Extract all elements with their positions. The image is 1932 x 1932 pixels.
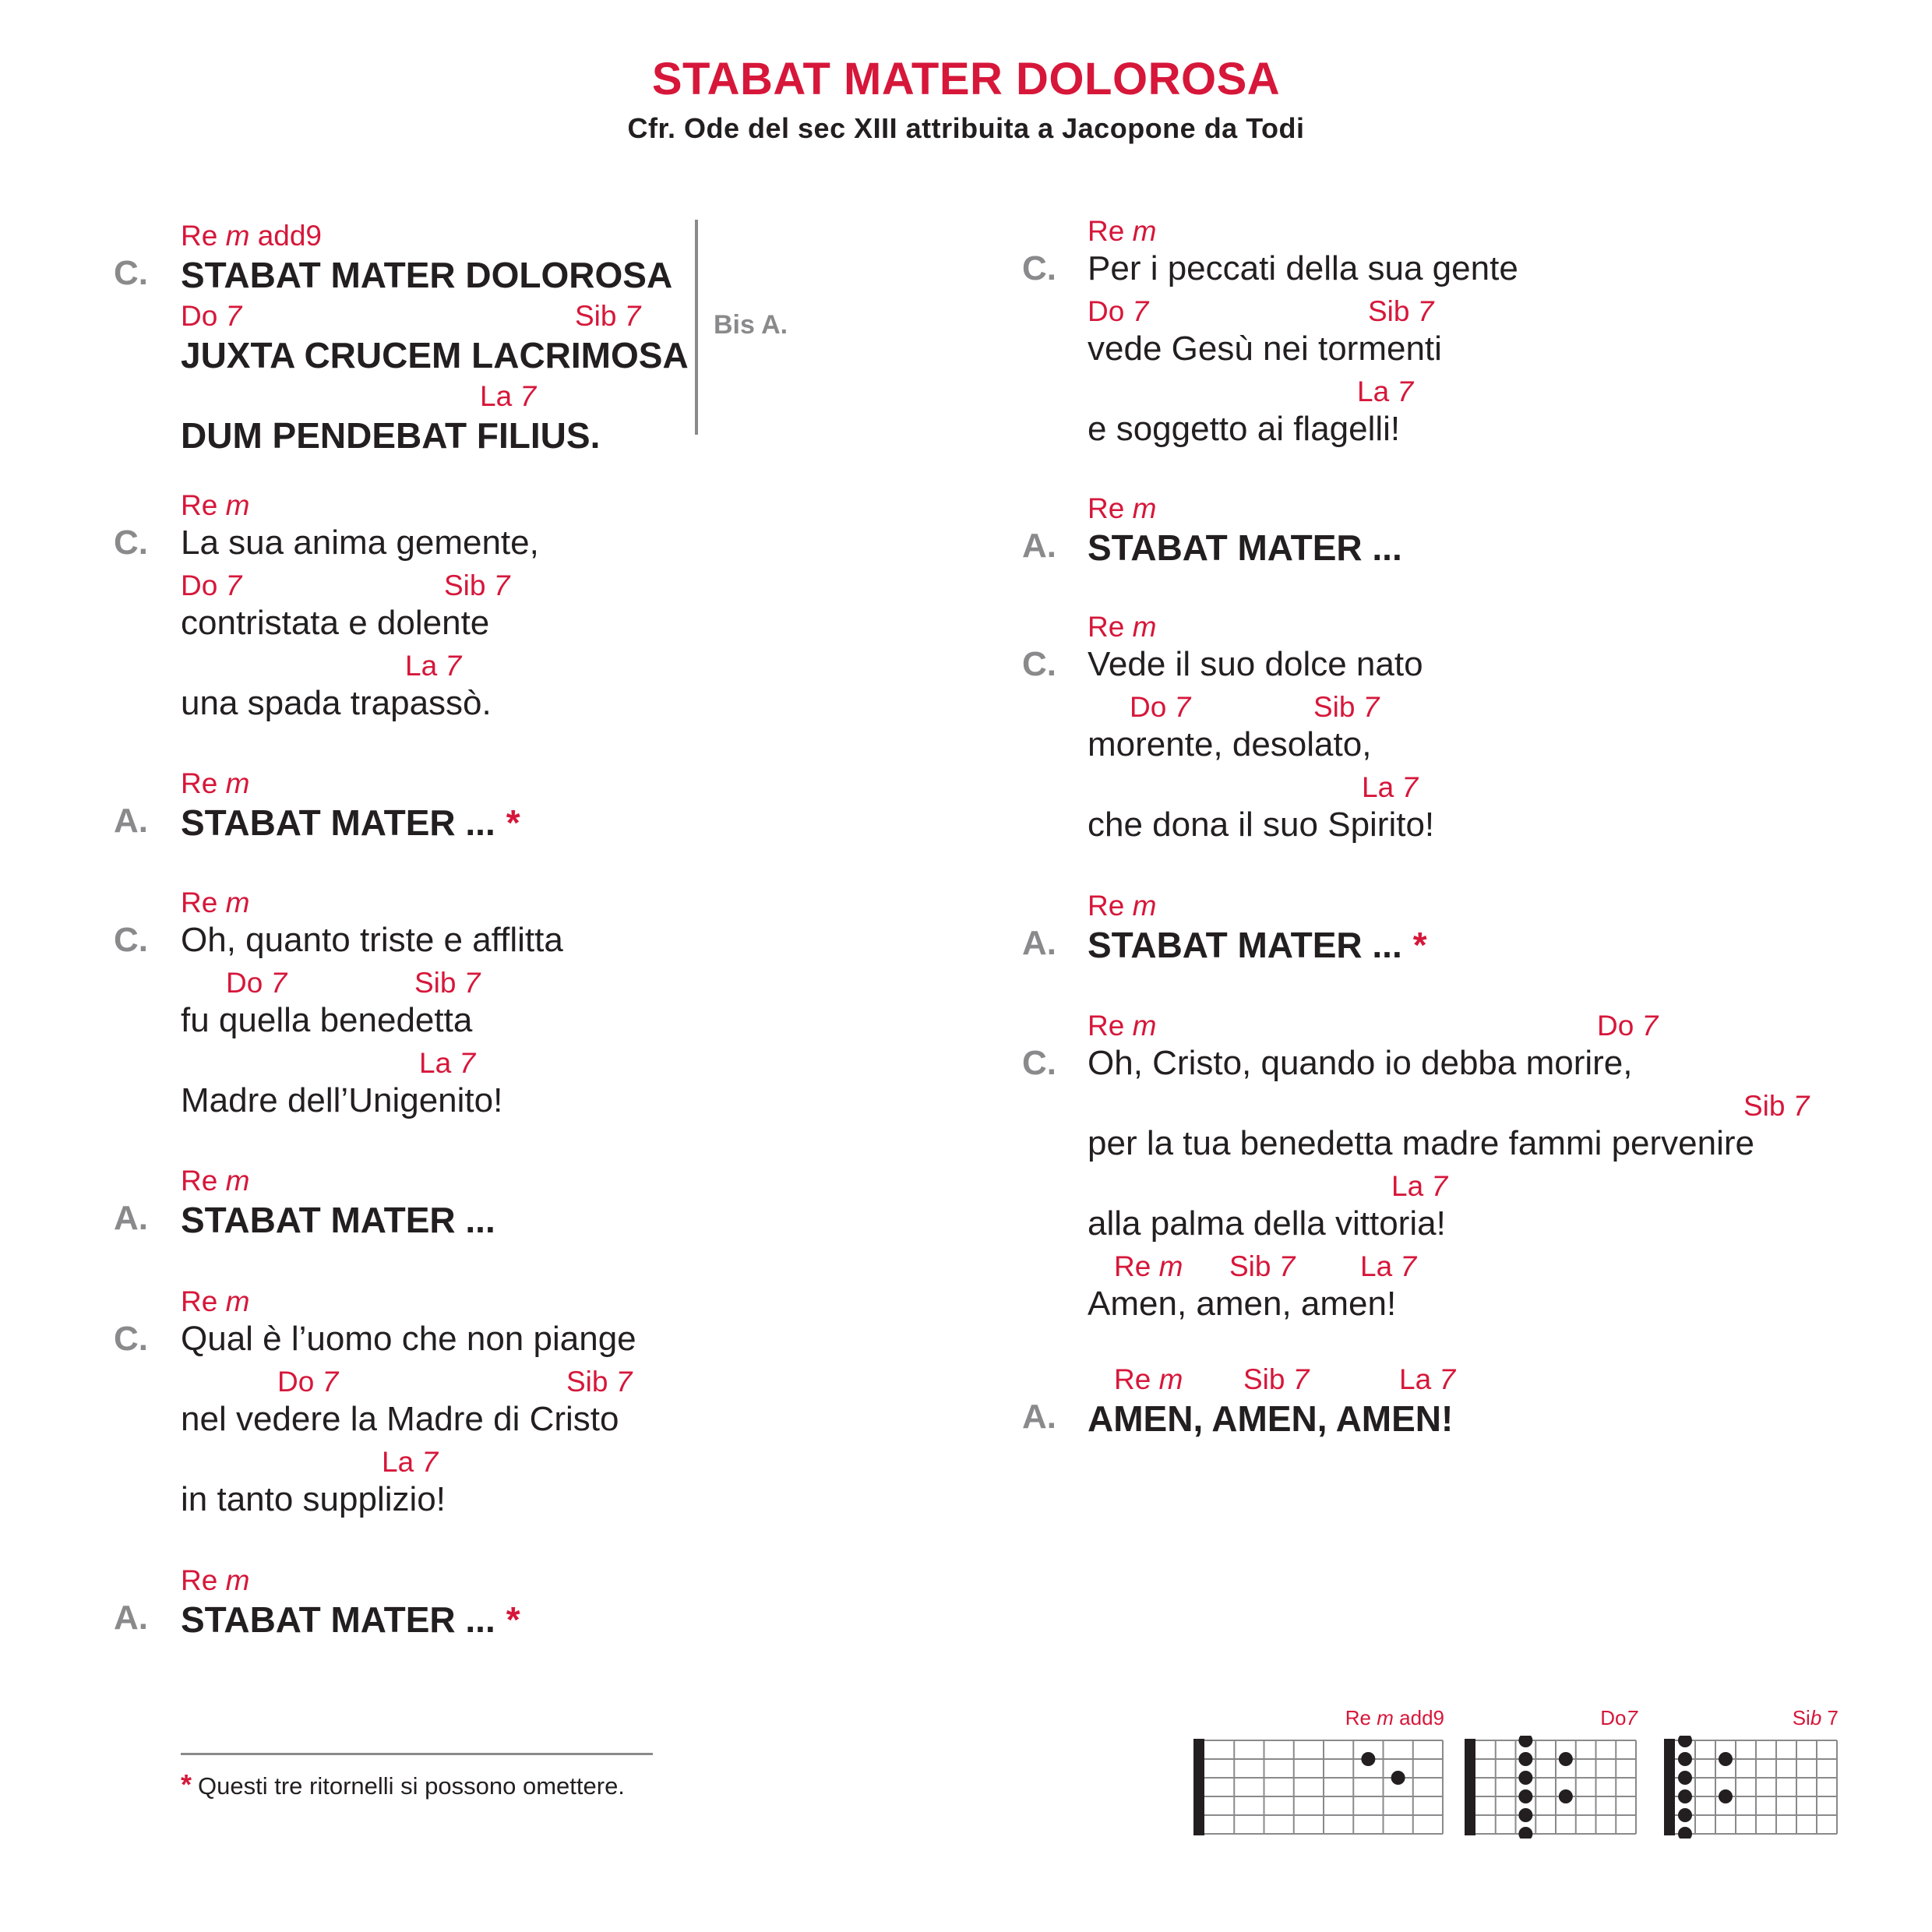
chord-label — [1360, 1250, 1416, 1283]
chord-label — [1399, 1363, 1455, 1396]
chord-root: Do — [1600, 1706, 1627, 1729]
lyric-line — [1088, 1044, 1633, 1083]
chord-quality: 7 — [459, 1047, 476, 1079]
chord-label — [444, 569, 509, 602]
lyric-text: STABAT MATER ... — [181, 802, 495, 843]
finger-dot — [1559, 1789, 1573, 1803]
chord-diagram — [1465, 1706, 1638, 1846]
chord-label — [1088, 611, 1156, 643]
lyric-line — [1088, 410, 1400, 449]
chord-root: Si — [1792, 1706, 1810, 1729]
chord-diagram-name — [1345, 1706, 1444, 1730]
finger-dot — [1361, 1752, 1375, 1766]
lyric-text: STABAT MATER ... — [1088, 925, 1402, 965]
chord-root: La — [1357, 375, 1390, 407]
chord-row — [0, 611, 1157, 650]
lyric-text: STABAT MATER ... — [181, 1599, 495, 1640]
chord-quality: 7 — [445, 650, 462, 682]
chord-root: Do — [181, 300, 218, 332]
finger-dot — [1518, 1827, 1532, 1839]
chord-label — [1743, 1090, 1809, 1123]
lyric-text: contristata e dolente — [181, 604, 490, 642]
chord-quality: 7 — [1363, 691, 1380, 723]
chord-label — [226, 967, 287, 999]
chord-quality: 7 — [464, 967, 481, 999]
chord-diagram-name — [1600, 1706, 1638, 1730]
footnote — [181, 1768, 625, 1801]
chord-root: Re — [1088, 611, 1125, 643]
finger-dot — [1719, 1752, 1733, 1766]
chord-label — [1088, 1010, 1156, 1042]
chord-row — [0, 771, 1419, 810]
chord-label — [1114, 1363, 1183, 1396]
chord-quality: m — [1377, 1706, 1394, 1729]
chord-row — [0, 1564, 935, 1603]
chord-row — [0, 295, 1434, 334]
chord-label — [1243, 1363, 1309, 1396]
chord-root: La — [1360, 1250, 1393, 1282]
chord-row — [0, 967, 935, 1006]
section-marker: C. — [1022, 1044, 1056, 1082]
chord-label — [181, 1564, 249, 1597]
nut — [1465, 1739, 1475, 1835]
chord-label — [1088, 295, 1148, 328]
chord-root: Do — [1130, 691, 1167, 723]
lyric-text: Oh, Cristo, quando io debba morire, — [1088, 1044, 1633, 1082]
chord-quality: m — [1132, 492, 1157, 524]
song-section — [0, 1010, 1810, 1331]
lyric-text: Vede il suo dolce nato — [1088, 645, 1423, 683]
section-marker: A. — [1022, 924, 1056, 962]
chord-quality: m — [225, 220, 250, 252]
chord-root: Re — [1114, 1250, 1151, 1282]
song-line — [0, 1250, 1417, 1331]
song-section — [0, 1564, 935, 1645]
chord-root: Do — [1597, 1010, 1634, 1042]
chord-extra: add9 — [257, 220, 323, 252]
lyric-line — [1088, 1398, 1453, 1440]
chord-root: La — [382, 1446, 414, 1478]
lyric-line — [1088, 1204, 1446, 1243]
song-line — [0, 890, 1427, 970]
chord-label — [414, 967, 480, 999]
chord-root: Re — [181, 887, 218, 918]
chord-root: Re — [1345, 1706, 1372, 1729]
chord-label — [1114, 1250, 1183, 1283]
chord-quality: 7 — [493, 569, 510, 601]
chord-diagram-grid — [1193, 1736, 1444, 1839]
song-line — [0, 1564, 935, 1645]
chord-root: Re — [181, 1564, 218, 1596]
footnote-star: * — [181, 1768, 192, 1800]
omit-star: * — [506, 1599, 520, 1640]
chord-quality: m — [225, 1285, 250, 1317]
chord-root: Sib — [1243, 1363, 1285, 1395]
footnote-divider — [181, 1753, 653, 1755]
song-section — [0, 492, 1402, 573]
lyric-text: JUXTA CRUCEM LACRIMOSA — [181, 335, 689, 375]
section-marker: C. — [1022, 249, 1056, 287]
chord-root: Sib — [414, 967, 457, 999]
chord-row — [0, 1170, 1448, 1209]
lyric-text: in tanto supplizio! — [181, 1480, 446, 1518]
chord-label — [1130, 691, 1190, 724]
chord-row — [0, 492, 1157, 531]
lyric-text: fu quella benedetta — [181, 1001, 473, 1039]
lyric-text: per la tua benedetta madre fammi pervenire — [1088, 1124, 1755, 1162]
bis-label: Bis A. — [714, 310, 788, 340]
section-marker: C. — [1022, 645, 1056, 683]
chord-root: La — [1399, 1363, 1432, 1395]
chord-quality: 7 — [1641, 1010, 1659, 1042]
chord-root: Re — [181, 220, 218, 252]
song-line — [0, 771, 1435, 851]
chord-extra: add9 — [1399, 1706, 1444, 1729]
lyric-line — [1088, 806, 1434, 844]
omit-star: * — [506, 802, 520, 843]
chord-root: Sib — [566, 1366, 608, 1398]
lyric-text: nel vedere la Madre di Cristo — [181, 1400, 619, 1438]
song-title: STABAT MATER DOLOROSA — [651, 54, 1281, 104]
song-line — [0, 611, 1423, 691]
chord-row — [0, 890, 1157, 929]
lyric-line — [1088, 645, 1423, 684]
lyric-text: STABAT MATER ... — [181, 1200, 495, 1240]
chord-quality: 7 — [1417, 295, 1434, 327]
chord-quality: 7 — [1400, 1250, 1417, 1282]
chord-quality: 7 — [1793, 1090, 1810, 1122]
chord-root: Sib — [1368, 295, 1410, 327]
chord-diagram — [1664, 1706, 1839, 1846]
chord-quality: 7 — [1278, 1250, 1296, 1282]
lyric-line — [1088, 330, 1442, 368]
lyric-line — [1088, 725, 1371, 764]
lyric-text: La sua anima gemente, — [181, 524, 539, 562]
chord-label — [382, 1446, 438, 1479]
chord-quality: 7 — [322, 1366, 339, 1398]
chord-quality: 7 — [1174, 691, 1191, 723]
chord-label — [1391, 1170, 1447, 1203]
chord-row — [0, 1250, 1417, 1289]
lyric-text: Per i peccati della sua gente — [1088, 249, 1518, 287]
finger-dot — [1518, 1808, 1532, 1822]
chord-quality: m — [225, 1165, 250, 1197]
chord-quality: 7 — [624, 300, 641, 332]
lyric-text: Oh, quanto triste e afflitta — [181, 921, 563, 959]
song-line — [0, 691, 1380, 771]
section-marker: C. — [114, 921, 148, 959]
section-marker: A. — [1022, 527, 1056, 565]
omit-star: * — [1412, 925, 1427, 965]
chord-label — [1362, 771, 1418, 804]
chord-quality: 7 — [520, 380, 537, 412]
chord-quality: m — [1132, 611, 1157, 643]
lyric-text: vede Gesù nei tormenti — [1088, 330, 1442, 368]
chord-quality: 7 — [225, 569, 242, 601]
lyric-text: che dona il suo Spirito! — [1088, 806, 1435, 844]
finger-dot — [1678, 1827, 1692, 1839]
song-subtitle: Cfr. Ode del sec XIII attribuita a Jacopone da Todi — [627, 112, 1305, 144]
finger-dot — [1678, 1771, 1692, 1785]
chord-extra: 7 — [1827, 1706, 1839, 1729]
chord-label — [1088, 215, 1156, 248]
lyric-line — [181, 1599, 520, 1641]
chord-root: La — [1362, 771, 1394, 803]
chord-quality: m — [1132, 890, 1157, 922]
lyric-text: e soggetto ai flagelli! — [1088, 410, 1401, 448]
song-line — [0, 375, 1414, 456]
lyric-line — [1088, 924, 1427, 966]
lyric-text: alla palma della vittoria! — [1088, 1204, 1446, 1243]
bis-bracket-line — [695, 220, 698, 435]
chord-root: Do — [226, 967, 263, 999]
chord-root: Sib — [575, 300, 617, 332]
chord-root: La — [1391, 1170, 1424, 1202]
chord-root: Re — [1088, 890, 1125, 922]
song-section — [0, 890, 1427, 970]
chord-label — [1597, 1010, 1658, 1042]
nut — [1193, 1739, 1204, 1835]
chord-quality: 7 — [1397, 375, 1414, 407]
chord-row — [0, 375, 1414, 414]
section-marker: C. — [114, 1320, 148, 1358]
chord-diagram-name — [1793, 1706, 1839, 1730]
chord-quality: m — [1132, 1010, 1157, 1042]
chord-label — [1368, 295, 1433, 328]
chord-label — [1313, 691, 1379, 724]
lyric-text: DUM PENDEBAT FILIUS. — [181, 415, 601, 456]
chord-row — [0, 1010, 1659, 1049]
chord-quality: m — [225, 887, 250, 918]
chord-root: La — [419, 1047, 452, 1079]
lyric-text: STABAT MATER DOLOROSA — [181, 255, 673, 295]
chord-label — [1088, 492, 1156, 525]
chord-root: Do — [1088, 295, 1125, 327]
chord-root: Re — [1088, 1010, 1125, 1042]
chord-diagram-grid — [1664, 1736, 1839, 1839]
song-line — [0, 492, 1402, 573]
section-marker: C. — [114, 254, 148, 292]
chord-quality: m — [1132, 215, 1157, 247]
chord-quality: 7 — [1292, 1363, 1310, 1395]
chord-root: Sib — [1229, 1250, 1271, 1282]
section-marker: A. — [114, 1199, 148, 1237]
chord-quality: m — [225, 767, 250, 799]
section-marker: A. — [1022, 1398, 1056, 1436]
chord-label — [1088, 890, 1156, 922]
song-line — [0, 1090, 1810, 1170]
chord-quality: m — [225, 489, 250, 521]
chord-label — [181, 569, 242, 602]
chord-root: Re — [1088, 492, 1125, 524]
chord-root: Re — [1088, 215, 1125, 247]
chord-quality: 7 — [1132, 295, 1149, 327]
lyric-line — [1088, 527, 1402, 569]
finger-dot — [1678, 1808, 1692, 1822]
finger-dot — [1678, 1789, 1692, 1803]
chord-quality: m — [225, 1564, 250, 1596]
song-line — [0, 1010, 1659, 1090]
chord-root: Do — [181, 569, 218, 601]
chord-quality: 7 — [1626, 1706, 1638, 1729]
nut — [1664, 1739, 1675, 1835]
chord-row — [0, 1446, 935, 1485]
song-line — [0, 295, 1442, 375]
chord-quality: 7 — [615, 1366, 633, 1398]
chord-row — [0, 691, 1380, 730]
lyric-line — [1088, 249, 1518, 288]
chord-quality: b — [1810, 1706, 1822, 1729]
song-line — [0, 215, 1518, 295]
chord-root: Re — [181, 489, 218, 521]
lyric-text: una spada trapassò. — [181, 684, 492, 722]
chord-root: Sib — [1743, 1090, 1786, 1122]
song-line — [0, 1170, 1448, 1250]
chord-row — [0, 569, 935, 608]
chord-root: La — [405, 650, 438, 682]
lyric-text: morente, desolato, — [1088, 725, 1372, 763]
chord-root: Re — [181, 1165, 218, 1197]
chord-label — [1357, 375, 1413, 408]
footnote-text: Questi tre ritornelli si possono omettere. — [198, 1772, 625, 1800]
finger-dot — [1719, 1789, 1733, 1803]
chord-row — [0, 1363, 1456, 1402]
chord-root: Do — [277, 1366, 315, 1398]
chord-root: Re — [181, 767, 218, 799]
chord-diagram — [1193, 1706, 1444, 1846]
section-marker: A. — [114, 1599, 148, 1637]
lyric-text: Madre dell’Unigenito! — [181, 1081, 503, 1119]
finger-dot — [1518, 1736, 1532, 1747]
chord-label — [1229, 1250, 1295, 1283]
chord-quality: 7 — [421, 1446, 439, 1478]
finger-dot — [1559, 1752, 1573, 1766]
finger-dot — [1518, 1789, 1532, 1803]
lyric-text: Qual è l’uomo che non piange — [181, 1320, 636, 1358]
lyric-text: Amen, amen, amen! — [1088, 1285, 1397, 1323]
chord-quality: 7 — [1439, 1363, 1456, 1395]
finger-dot — [1518, 1752, 1532, 1766]
section-marker: A. — [114, 802, 148, 840]
chord-row — [0, 1090, 1810, 1129]
finger-dot — [1518, 1771, 1532, 1785]
chord-row — [0, 215, 1157, 254]
chord-root: Sib — [1313, 691, 1356, 723]
chord-root: Re — [1114, 1363, 1151, 1395]
chord-quality: 7 — [1431, 1170, 1448, 1202]
chord-quality: 7 — [1401, 771, 1419, 803]
song-line — [0, 1446, 935, 1526]
lyric-text: STABAT MATER ... — [1088, 527, 1402, 568]
chord-root: La — [480, 380, 513, 412]
song-section — [0, 1363, 1456, 1444]
song-section — [0, 215, 1518, 456]
chord-quality: 7 — [270, 967, 287, 999]
chord-quality: m — [1158, 1363, 1183, 1395]
chord-quality: 7 — [225, 300, 242, 332]
chord-root: Sib — [444, 569, 486, 601]
chord-quality: m — [1158, 1250, 1183, 1282]
finger-dot — [1391, 1771, 1405, 1785]
lyric-line — [1088, 1124, 1754, 1163]
lyric-line — [181, 1480, 446, 1519]
finger-dot — [1678, 1736, 1692, 1747]
song-section — [0, 611, 1435, 851]
song-line — [0, 1363, 1456, 1444]
section-marker: C. — [114, 524, 148, 562]
finger-dot — [1678, 1752, 1692, 1766]
chord-root: Re — [181, 1285, 218, 1317]
lyric-text: AMEN, AMEN, AMEN! — [1088, 1398, 1454, 1439]
lyric-line — [1088, 1285, 1396, 1324]
chord-diagram-grid — [1465, 1736, 1638, 1839]
